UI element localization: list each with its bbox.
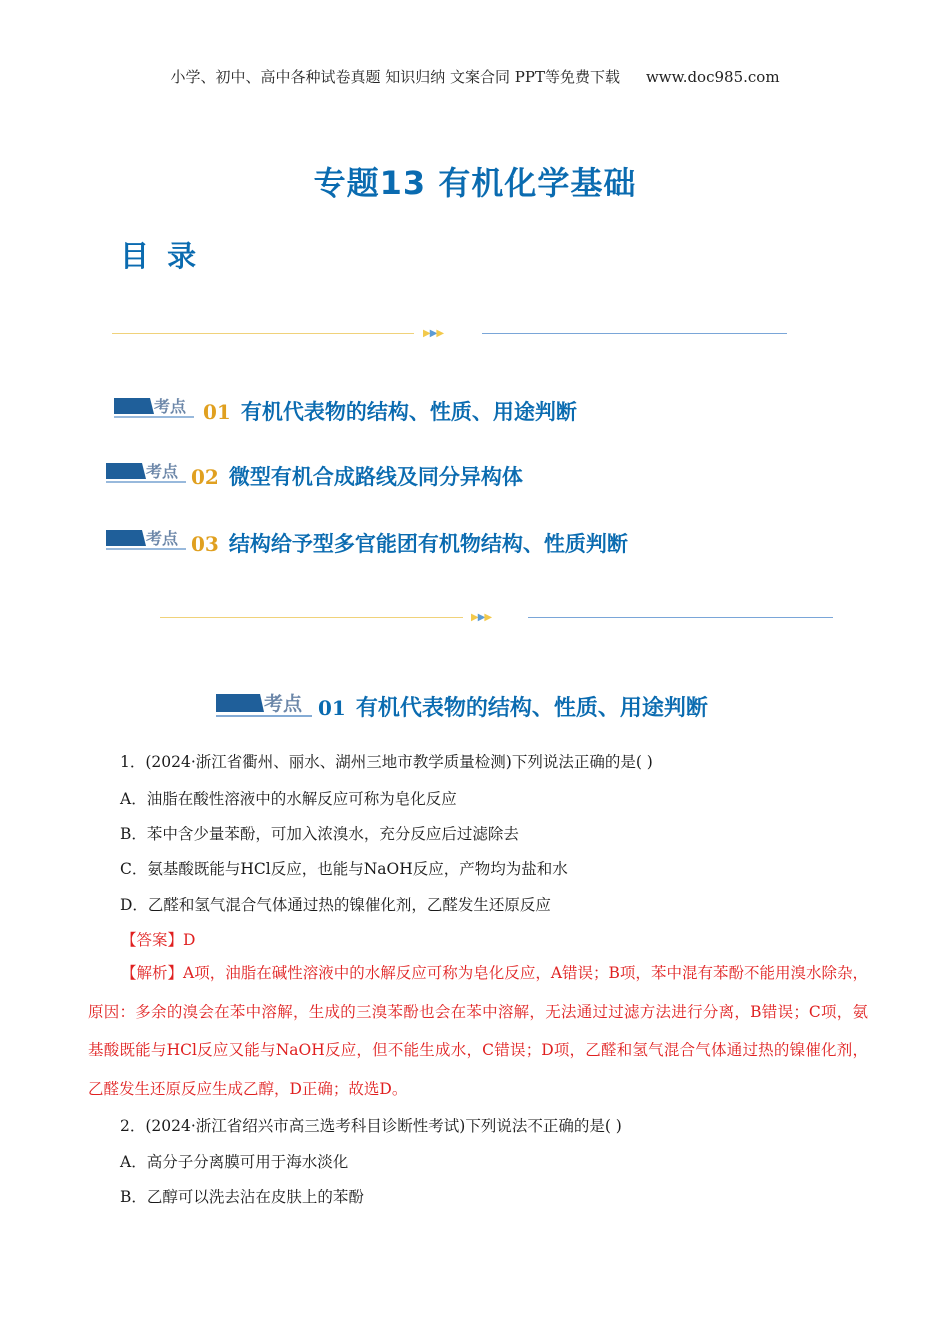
divider-bottom: [160, 611, 833, 625]
kaodian-badge-icon: [114, 394, 200, 420]
badge-label: 考点: [146, 529, 179, 548]
question-1-analysis: 【解析】A项，油脂在碱性溶液中的水解反应可称为皂化反应，A错误；B项，苯中混有苯酚不能用溴水除杂，原因：多余的溴会在苯中溶解，生成的三溴苯酚也会在苯中溶解，无法通过过滤方法进行分离，B错误；C项，氨基酸既能与HCl反应又能与NaOH反应，但不能生成水，C错误；D项，乙醛和氢气混合气体通过热的镍催化剂，乙醛发生还原反应生成乙醇，D正确；故选D。: [88, 964, 868, 1098]
toc-heading: 目 录: [120, 239, 201, 273]
toc-item-label: 微型有机合成路线及同分异构体: [228, 465, 523, 489]
question-1-answer: 【答案】D: [121, 931, 196, 949]
divider-top: [112, 327, 787, 341]
question-2-option-a: A．高分子分离膜可用于海水淡化: [120, 1153, 349, 1171]
question-1-option-c: C．氨基酸既能与HCl反应，也能与NaOH反应，产物均为盐和水: [120, 860, 568, 878]
question-1-option-b: B．苯中含少量苯酚，可加入浓溴水，充分反应后过滤除去: [120, 825, 519, 843]
kaodian-badge-icon: [106, 526, 192, 552]
toc-item-02[interactable]: [191, 461, 523, 491]
header-url[interactable]: www.doc985.com: [645, 68, 780, 86]
section-number: 01: [318, 696, 346, 720]
toc-item-01[interactable]: [203, 396, 577, 426]
header-text: 小学、初中、高中各种试卷真题 知识归纳 文案合同 PPT等免费下载: [170, 68, 620, 86]
badge-label: 考点: [146, 462, 179, 481]
question-1-option-d: D．乙醛和氢气混合气体通过热的镍催化剂，乙醛发生还原反应: [120, 896, 551, 914]
toc-item-number: 01: [203, 400, 231, 424]
question-1-stem: 1．(2024·浙江省衢州、丽水、湖州三地市教学质量检测)下列说法正确的是( ): [120, 753, 653, 771]
toc-item-03[interactable]: [191, 528, 628, 558]
question-1-option-a: A．油脂在酸性溶液中的水解反应可称为皂化反应: [120, 790, 457, 808]
page-header: [0, 66, 950, 87]
badge-label: 考点: [264, 693, 303, 715]
page-title: 专题13 有机化学基础: [313, 164, 637, 202]
toc-item-label: 结构给予型多官能团有机物结构、性质判断: [228, 532, 628, 556]
kaodian-badge-icon: [106, 459, 192, 485]
section-title: 有机代表物的结构、性质、用途判断: [355, 696, 708, 721]
badge-label: 考点: [154, 397, 187, 416]
question-2-option-b: B．乙醇可以洗去沾在皮肤上的苯酚: [120, 1188, 364, 1206]
toc-item-number: 03: [191, 532, 219, 556]
toc-item-number: 02: [191, 465, 219, 489]
question-2-stem: 2．(2024·浙江省绍兴市高三选考科目诊断性考试)下列说法不正确的是( ): [120, 1117, 622, 1135]
toc-item-label: 有机代表物的结构、性质、用途判断: [240, 400, 577, 424]
arrow-icons: ▶▶▶: [423, 328, 444, 339]
arrow-icons: ▶▶▶: [471, 612, 492, 623]
section-heading: [318, 691, 708, 722]
kaodian-badge-icon: [216, 689, 316, 719]
